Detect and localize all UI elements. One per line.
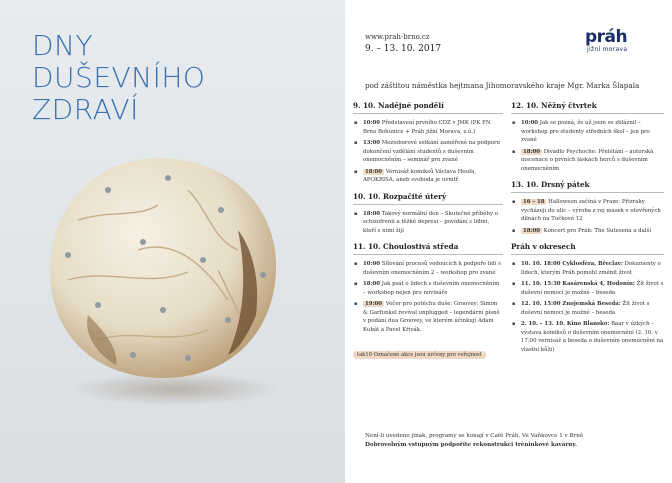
event-item [353,119,503,136]
event-text: Dokumenty o lidech, kterým Práh pomohl změnit život [521,261,661,276]
event-item [511,227,664,236]
event-item [511,280,664,297]
title-line-2: DUŠEVNÍHO [32,61,206,94]
event-time: 19:00 [365,301,382,307]
day-block [511,242,664,354]
event-list [511,260,664,354]
event-list [511,119,664,173]
program-column-right [511,101,664,361]
program-panel [345,0,672,483]
patronage-line: pod záštitou náměstka hejtmana Jihomoravského kraje Mgr. Marka Šlapala [365,81,640,90]
event-item [511,119,664,145]
event-item [353,210,503,236]
event-text: Divadlo Psychoche: Přelétání – autorská inscenace o prvních láskách herců s duševním onemocněním [521,148,654,172]
title-line-1: DNY [32,29,94,62]
day-heading: 10. 10. Rozpačité úterý [353,192,503,205]
festival-dates: 9. – 13. 10. 2017 [365,44,442,54]
event-text: Jak se pozná, že už jsem se zbláznil – workshop pro studenty středních škol – jen pro zvané [521,120,650,143]
day-block [353,101,503,185]
public-events-note: tak10 Označené akce jsou určeny pro veřejnost [353,351,486,359]
day-block [353,242,503,334]
event-text: Žít život s duševní nemocí je možné – beseda [521,301,650,316]
program-column-left [353,101,503,360]
footer-info [365,432,655,450]
event-time: 13:00 [363,140,380,146]
event-text: Představení prvního CDZ v JMK (PK FN Brno Bohunice + Práh jižní Morava, z.ú.) [363,120,491,135]
event-item [353,280,503,297]
event-text: Síťování procesů vedoucích k podpoře lidí s duševním onemocněním 2 – workshop pro zvané [363,261,501,276]
event-text: Takový normální den – Skutečné příběhy o schizofrenii a těžké depresi – povídání s lidmi, kteří s nimi žijí [363,210,498,234]
logo-word: práh [585,27,628,47]
event-time: 18:00 [523,148,540,155]
event-time: 18:00 [363,281,380,287]
event-time: 10. 10. 18:00 Cyklosféra, Břeclav: [521,261,623,267]
event-text: Baar v úzkých – výstava komiksů o duševním onemocnění (2. 10. v 17:00 vernisáž a beseda o duševním onemocnění na vlastní kůži) [521,321,664,353]
event-item [353,260,503,277]
event-text: Jak psát o lidech s duševním onemocněním – workshop nejen pro novináře [363,281,500,296]
prah-logo [585,29,647,55]
event-time: 10:00 [363,261,380,267]
website-url: www.prah-brno.cz [365,33,430,41]
event-time: 2. 10. – 13. 10. Kino Blansko: [521,321,610,327]
event-list [353,210,503,236]
donation-note: Dobrovolným vstupným podpoříte rekonstrukci tréninkové kavárny. [365,442,577,448]
event-time: 16 – 18 [523,199,545,205]
logo-subtitle: jižní morava [587,46,628,53]
day-block [353,192,503,236]
event-list [353,119,503,185]
event-time: 18:00 [365,168,382,175]
event-item [353,139,503,165]
venue-note: Není-li uvedeno jinak, programy se konají v Café Práh, Ve Vaňkovce 1 v Brně [365,433,584,439]
day-heading: 12. 10. Něžný čtvrtek [511,101,664,114]
event-item [511,198,664,224]
title-line-3: ZDRAVÍ [32,93,139,126]
event-text: Mezioborové setkání zaměřené na podporu dokončení vzdělání studentů s duševním onemocněním – seminář pro zvané [363,140,501,163]
event-list [511,198,664,235]
event-item [353,168,503,185]
day-heading: 13. 10. Drsný pátek [511,180,664,193]
event-time: 10:00 [363,120,380,126]
day-heading: Práh v okresech [511,242,664,255]
event-time: 11. 10. 15:30 Kasárenská 4, Hodonín: [521,281,635,287]
event-time: 18:00 [363,210,380,217]
day-heading: 9. 10. Nadějné pondělí [353,101,503,114]
event-item [511,320,664,354]
event-text: Halloween začíná v Praze: Přizraky vycházejí do ulic – výroba z rej masek v otevřených dílnách na Tučkové 12 [521,199,661,222]
event-text: Žít život s duševní nemocí je možné – beseda [521,281,664,296]
event-time: 12. 10. 15:00 Znojemská Beseda: [521,301,621,307]
event-time: 10:00 [521,120,538,126]
event-text: Večer pro potěchu duše: Groovey: Simon & Garfunkel revival unplugged – legendární písně v podání dua Groovey, ve kterém účinkují Adam Kubát a Pavel Křivák. [363,301,500,333]
day-block [511,101,664,173]
poster-title [32,30,205,126]
event-item [511,260,664,277]
event-text: Vernisáž komiksů Václava Houfa, APOKRISA, aneb svoboda je uvnitř [363,168,477,183]
event-list [353,260,503,334]
event-time: 18:00 [523,227,540,234]
event-text: Koncert pro Práh: The Sutesena a další [543,227,652,234]
paper-ball-image [38,150,288,385]
event-item [353,300,503,334]
day-block [511,180,664,235]
event-item [511,300,664,317]
event-item [511,148,664,174]
day-heading: 11. 10. Choulostivá středa [353,242,503,255]
